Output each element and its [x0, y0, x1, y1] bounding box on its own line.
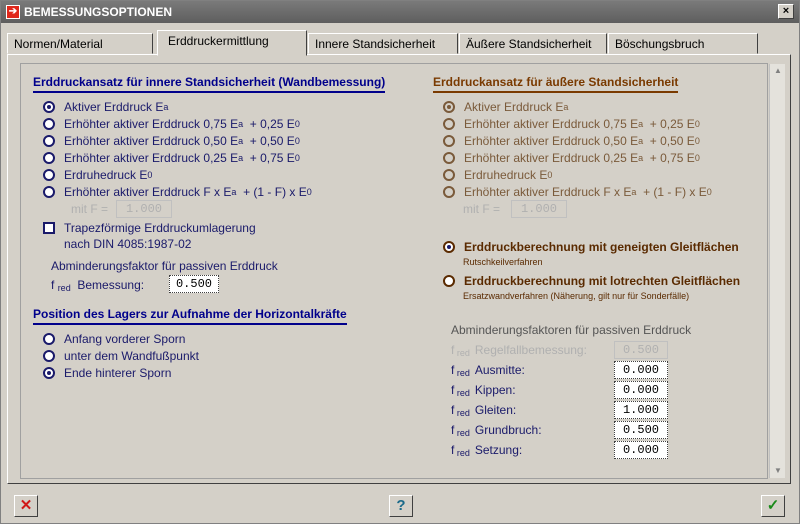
gleit-geneigt-sublabel: Rutschkeilverfahren	[463, 257, 543, 267]
fred-symbol: f	[51, 278, 55, 292]
radio-button	[43, 367, 55, 379]
lager-option-1[interactable]	[43, 349, 199, 363]
right-option-4[interactable]	[443, 168, 552, 182]
subscript: a	[231, 187, 237, 197]
subscript: a	[563, 102, 569, 112]
fred-symbol: f	[451, 343, 455, 357]
vertical-scrollbar[interactable]	[769, 64, 785, 478]
option-tail: + (1 - F) x E	[636, 185, 707, 199]
radio-button	[443, 169, 455, 181]
subscript: 0	[694, 153, 700, 163]
factor-input-1[interactable]: 0.000	[614, 361, 668, 379]
subscript: a	[238, 153, 244, 163]
factor-name: Regelfallbemessung:	[474, 343, 587, 357]
fred-subscript: red	[454, 368, 475, 378]
help-button[interactable]: ?	[389, 495, 413, 517]
subscript: 0	[147, 170, 153, 180]
left-option-4[interactable]	[43, 168, 152, 182]
radio-button	[43, 186, 55, 198]
title-bar	[1, 1, 799, 23]
factor-label-1	[451, 363, 525, 378]
fred-subscript: red	[454, 428, 475, 438]
radio-button	[443, 152, 455, 164]
left-option-label: Aktiver Erddruck E	[64, 100, 164, 114]
fred-symbol: f	[451, 443, 455, 457]
scroll-up-icon[interactable]: ▲	[774, 66, 782, 75]
fred-symbol: f	[451, 383, 455, 397]
radio-button	[443, 186, 455, 198]
gleit-lotrecht-sublabel: Ersatzwandverfahren (Näherung, gilt nur für Sonderfälle)	[463, 291, 690, 301]
fred-symbol: f	[451, 403, 455, 417]
right-option-label: Aktiver Erddruck E	[464, 100, 564, 114]
gleit-lotrecht-radio[interactable]	[443, 274, 740, 288]
fred-subscript: red	[454, 388, 475, 398]
radio-button	[43, 118, 55, 130]
factor-name: Gleiten:	[474, 403, 517, 417]
right-option-label: Erhöhter aktiver Erddruck 0,25 E	[464, 151, 639, 165]
lager-option-label: Ende hinterer Sporn	[64, 366, 172, 380]
right-option-label: Erdruhedruck E	[464, 168, 548, 182]
factor-input-2[interactable]: 0.000	[614, 381, 668, 399]
option-tail: + 0,50 E	[243, 134, 295, 148]
gleit-geneigt-label: Erddruckberechnung mit geneigten Gleitflächen	[464, 240, 739, 254]
trapez-label-1: Trapezförmige Erddruckumlagerung	[64, 221, 256, 235]
factor-input-3[interactable]: 1.000	[614, 401, 668, 419]
fred-subscript: red	[57, 283, 71, 293]
radio-button	[443, 118, 455, 130]
bemessung-label: Bemessung:	[77, 278, 145, 292]
trapez-checkbox[interactable]	[43, 221, 256, 235]
fred-subscript: red	[454, 348, 475, 358]
gleit-lotrecht-label: Erddruckberechnung mit lotrechten Gleitflächen	[464, 274, 741, 288]
checkbox-box	[43, 222, 55, 234]
radio-button	[443, 275, 455, 287]
tab-normen-material[interactable]: Normen/Material	[7, 33, 153, 54]
factor-name: Grundbruch:	[474, 423, 542, 437]
fred-symbol: f	[451, 363, 455, 377]
left-option-label: Erhöhter aktiver Erddruck 0,75 E	[64, 117, 239, 131]
factor-label-2	[451, 383, 516, 398]
subscript: a	[638, 153, 644, 163]
option-tail: + 0,50 E	[643, 134, 695, 148]
factor-input-4[interactable]: 0.500	[614, 421, 668, 439]
left-option-5[interactable]	[43, 185, 312, 199]
tab-innere-standsicherheit[interactable]: Innere Standsicherheit	[308, 33, 458, 54]
left-f-input[interactable]: 1.000	[116, 200, 172, 218]
factor-name: Ausmitte:	[474, 363, 525, 377]
content-frame	[20, 63, 768, 479]
factor-label-0	[451, 343, 587, 358]
fred-bemessung-label	[51, 278, 144, 293]
subscript: 0	[694, 119, 700, 129]
fred-subscript: red	[454, 408, 475, 418]
option-tail: + 0,25 E	[643, 117, 695, 131]
tab-panel	[7, 54, 791, 484]
factor-label-4	[451, 423, 542, 438]
radio-button	[43, 101, 55, 113]
right-option-2[interactable]	[443, 134, 700, 148]
ok-button[interactable]: ✓	[761, 495, 785, 517]
bemessung-input[interactable]: 0.500	[169, 275, 219, 293]
radio-button	[43, 135, 55, 147]
right-option-5[interactable]	[443, 185, 712, 199]
factor-label-5	[451, 443, 522, 458]
left-abminderung-title: Abminderungsfaktor für passiven Erddruck	[51, 259, 278, 273]
left-section-title: Erddruckansatz für innere Standsicherheit (Wandbemessung)	[33, 75, 385, 93]
left-option-label: Erhöhter aktiver Erddruck 0,25 E	[64, 151, 239, 165]
left-option-2[interactable]	[43, 134, 300, 148]
lager-section-title: Position des Lagers zur Aufnahme der Horizontalkräfte	[33, 307, 347, 325]
subscript: 0	[306, 187, 312, 197]
fred-symbol: f	[451, 423, 455, 437]
right-f-label: mit F =	[463, 202, 501, 216]
option-tail: + 0,75 E	[643, 151, 695, 165]
subscript: a	[638, 136, 644, 146]
factor-label-3	[451, 403, 516, 418]
radio-button	[43, 169, 55, 181]
radio-button	[443, 241, 455, 253]
right-section-title: Erddruckansatz für äußere Standsicherheit	[433, 75, 678, 93]
radio-button	[443, 101, 455, 113]
factor-input-0[interactable]: 0.500	[614, 341, 668, 359]
subscript: 0	[294, 153, 300, 163]
option-tail: + 0,25 E	[243, 117, 295, 131]
subscript: 0	[294, 136, 300, 146]
tab-aeussere-standsicherheit[interactable]: Äußere Standsicherheit	[459, 33, 607, 54]
right-abminderung-title: Abminderungsfaktoren für passiven Erddruck	[451, 323, 692, 337]
option-tail: + (1 - F) x E	[236, 185, 307, 199]
app-arrow-icon: ➔	[6, 5, 20, 19]
scroll-down-icon[interactable]: ▼	[774, 466, 782, 475]
bottom-bar	[1, 489, 799, 523]
subscript: a	[638, 119, 644, 129]
lager-option-2[interactable]	[43, 366, 171, 380]
right-f-input[interactable]: 1.000	[511, 200, 567, 218]
factor-name: Setzung:	[474, 443, 523, 457]
left-f-label: mit F =	[71, 202, 109, 216]
lager-option-0[interactable]	[43, 332, 185, 346]
left-option-0[interactable]	[43, 100, 168, 114]
right-option-label: Erhöhter aktiver Erddruck F x E	[464, 185, 632, 199]
right-option-3[interactable]	[443, 151, 700, 165]
radio-button	[43, 333, 55, 345]
radio-button	[443, 135, 455, 147]
subscript: a	[631, 187, 637, 197]
tab-erddruckermittlung[interactable]: Erddruckermittlung	[157, 30, 307, 56]
left-option-label: Erdruhedruck E	[64, 168, 148, 182]
left-option-3[interactable]	[43, 151, 300, 165]
option-tail: + 0,75 E	[243, 151, 295, 165]
subscript: 0	[694, 136, 700, 146]
factor-name: Kippen:	[474, 383, 516, 397]
subscript: 0	[706, 187, 712, 197]
factor-input-5[interactable]: 0.000	[614, 441, 668, 459]
tab-boeschungsbruch[interactable]: Böschungsbruch	[608, 33, 758, 54]
right-option-label: Erhöhter aktiver Erddruck 0,75 E	[464, 117, 639, 131]
fred-subscript: red	[454, 448, 475, 458]
subscript: 0	[547, 170, 553, 180]
window-title: BEMESSUNGSOPTIONEN	[24, 5, 173, 19]
subscript: a	[163, 102, 169, 112]
subscript: a	[238, 136, 244, 146]
right-option-1[interactable]	[443, 117, 700, 131]
left-option-1[interactable]	[43, 117, 300, 131]
gleit-geneigt-radio[interactable]	[443, 240, 739, 254]
lager-option-label: unter dem Wandfußpunkt	[64, 349, 199, 363]
subscript: a	[238, 119, 244, 129]
close-button[interactable]: ×	[778, 4, 794, 19]
subscript: 0	[294, 119, 300, 129]
radio-button	[43, 350, 55, 362]
radio-button	[43, 152, 55, 164]
left-option-label: Erhöhter aktiver Erddruck 0,50 E	[64, 134, 239, 148]
lager-option-label: Anfang vorderer Sporn	[64, 332, 186, 346]
right-option-label: Erhöhter aktiver Erddruck 0,50 E	[464, 134, 639, 148]
trapez-label-2: nach DIN 4085:1987-02	[64, 237, 192, 251]
left-option-label: Erhöhter aktiver Erddruck F x E	[64, 185, 232, 199]
cancel-button[interactable]: ✕	[14, 495, 38, 517]
right-option-0[interactable]	[443, 100, 568, 114]
